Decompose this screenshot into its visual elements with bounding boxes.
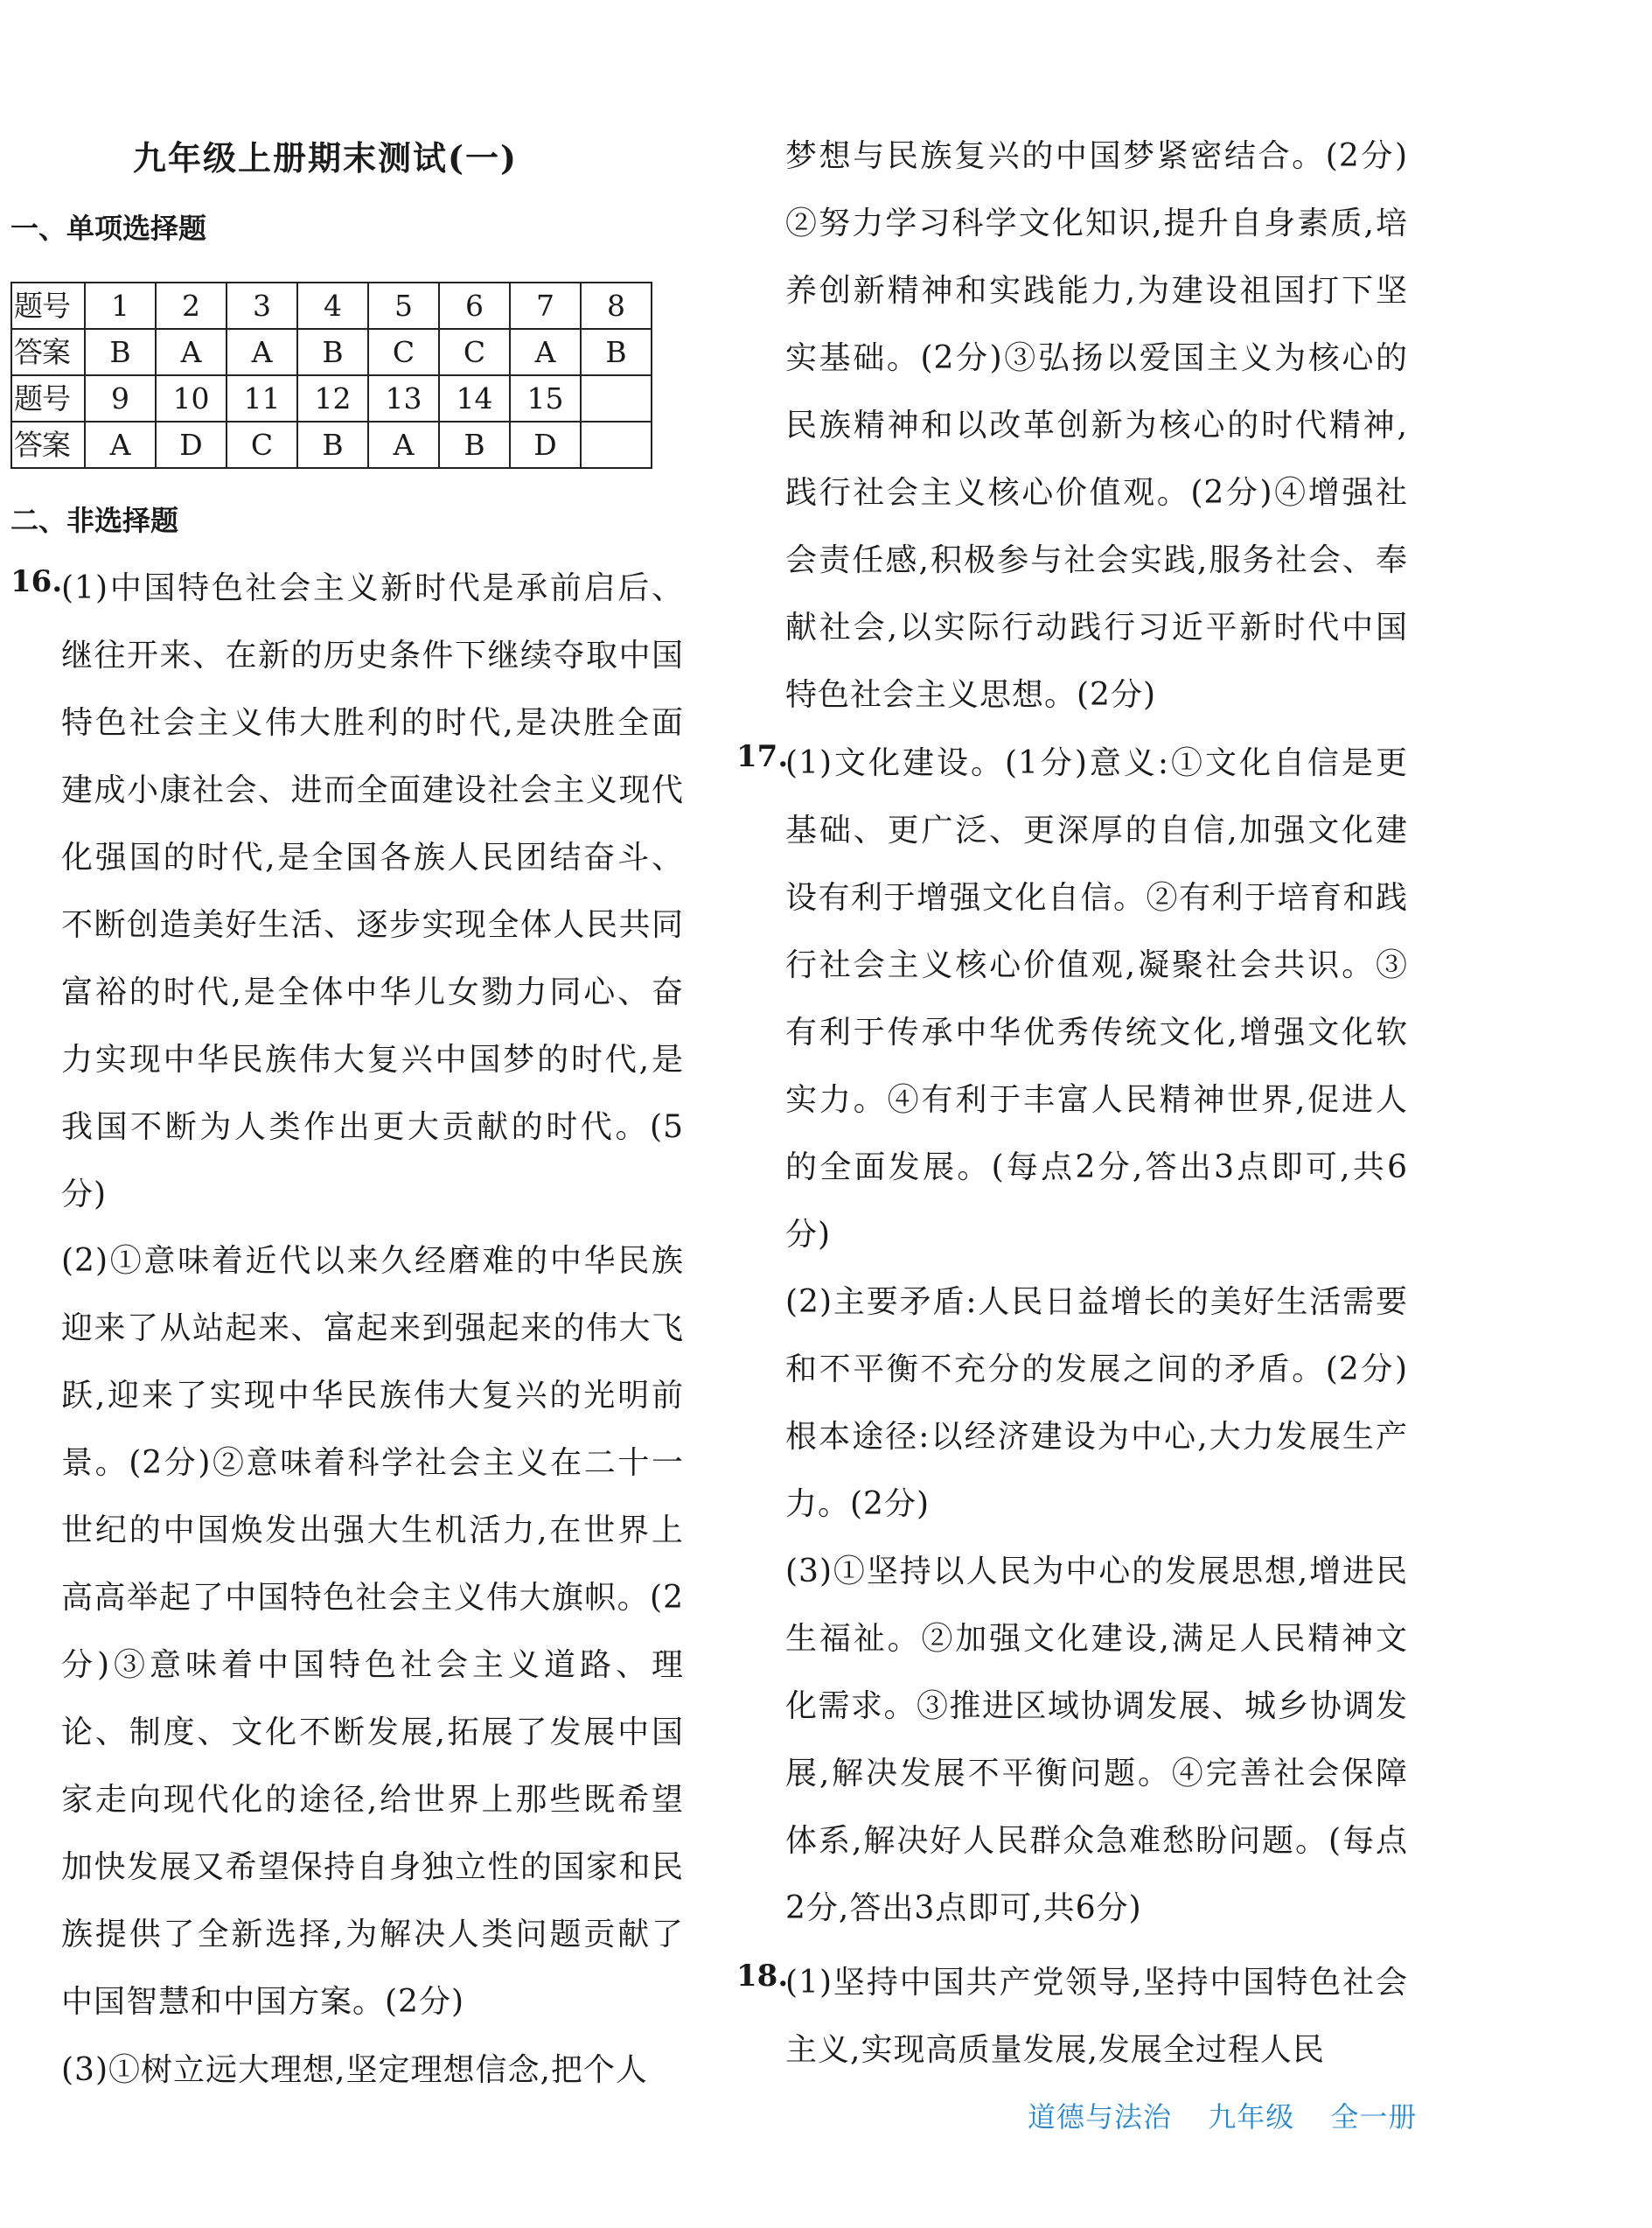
answer-table-cell: 14 <box>439 375 510 422</box>
answer-table-row <box>11 422 652 468</box>
q18-part1: (1)坚持中国共产党领导,坚持中国特色社会主义,实现高质量发展,发展全过程人民 <box>785 1965 1408 2068</box>
answer-table-cell: 12 <box>297 375 368 422</box>
question-number-17: 17. <box>736 739 789 774</box>
answer-table <box>10 282 652 469</box>
q17-part3: (3)①坚持以人民为中心的发展思想,增进民生福祉。②加强文化建设,满足人民精神文化需求。③推进区域协调发展、城乡协调发展,解决发展不平衡问题。④完善社会保障体系,解决好人民群众急难愁盼问题。(每点2分,答出3点即可,共6分) <box>785 1554 1408 1926</box>
answer-table-cell: 2 <box>156 283 227 329</box>
answer-table-cell: 1 <box>85 283 156 329</box>
answer-table-cell: D <box>156 422 227 468</box>
answer-table-cell: B <box>85 329 156 375</box>
answer-table-cell <box>581 422 652 468</box>
answer-table-cell: B <box>439 422 510 468</box>
answer-table-row <box>11 375 652 422</box>
answer-table-cell: 10 <box>156 375 227 422</box>
answer-table-cell: D <box>510 422 581 468</box>
answer-table-row-label: 题号 <box>11 375 85 422</box>
answer-table-cell: 9 <box>85 375 156 422</box>
answer-table-cell: 6 <box>439 283 510 329</box>
question-number-18: 18. <box>736 1959 789 1994</box>
question-number-16: 16. <box>10 564 63 599</box>
answer-table-cell: B <box>297 329 368 375</box>
answer-table-cell: 15 <box>510 375 581 422</box>
q16-part3-continued: 梦想与民族复兴的中国梦紧密结合。(2分)②努力学习科学文化知识,提升自身素质,培养创新精神和实践能力,为建设祖国打下坚实基础。(2分)③弘扬以爱国主义为核心的民族精神和以改革创新为核心的时代精神,践行社会主义核心价值观。(2分)④增强社会责任感,积极参与社会实践,服务社会、奉献社会,以实际行动践行习近平新时代中国特色社会主义思想。(2分) <box>785 138 1408 713</box>
answer-table-cell: C <box>439 329 510 375</box>
answer-table-cell: A <box>85 422 156 468</box>
q16-part2: (2)①意味着近代以来久经磨难的中华民族迎来了从站起来、富起来到强起来的伟大飞跃,迎来了实现中华民族伟大复兴的光明前景。(2分)②意味着科学社会主义在二十一世纪的中国焕发出强大生机活力,在世界上高高举起了中国特色社会主义伟大旗帜。(2分)③意味着中国特色社会主义道路、理论、制度、文化不断发展,拓展了发展中国家走向现代化的途径,给世界上那些既希望加快发展又希望保持自身独立性的国家和民族提供了全新选择,为解决人类问题贡献了中国智慧和中国方案。(2分) <box>61 1243 684 2020</box>
answer-table-cell: 11 <box>227 375 297 422</box>
answer-table-cell: 4 <box>297 283 368 329</box>
answer-table-row-label: 答案 <box>11 422 85 468</box>
q17-part2: (2)主要矛盾:人民日益增长的美好生活需要和不平衡不充分的发展之间的矛盾。(2分) 根本途径:以经济建设为中心,大力发展生产力。(2分) <box>785 1284 1441 1522</box>
section-heading-single-choice: 一、单项选择题 <box>10 212 207 245</box>
answer-table-row-label: 题号 <box>11 283 85 329</box>
answer-table-row <box>11 283 652 329</box>
footer-volume: 全一册 <box>1330 2100 1418 2134</box>
answer-table-row <box>11 329 652 375</box>
answer-table-cell: 3 <box>227 283 297 329</box>
answer-table-cell: A <box>368 422 439 468</box>
answer-table-cell: A <box>227 329 297 375</box>
q16-part3-start: (3)①树立远大理想,坚定理想信念,把个人 <box>61 2052 648 2088</box>
answer-table-cell: C <box>368 329 439 375</box>
q16-part1: (1)中国特色社会主义新时代是承前启后、继往开来、在新的历史条件下继续夺取中国特色社会主义伟大胜利的时代,是决胜全面建成小康社会、进而全面建设社会主义现代化强国的时代,是全国各族人民团结奋斗、不断创造美好生活、逐步实现全体人民共同富裕的时代,是全体中华儿女勠力同心、奋力实现中华民族伟大复兴中国梦的时代,是我国不断为人类作出更大贡献的时代。(5分) <box>61 570 684 1212</box>
page-footer <box>1028 2095 1443 2135</box>
answer-table-cell: B <box>581 329 652 375</box>
answer-table-cell: 13 <box>368 375 439 422</box>
answer-table-cell: 5 <box>368 283 439 329</box>
answer-table-cell <box>581 375 652 422</box>
answer-table-cell: C <box>227 422 297 468</box>
answer-table-cell: 8 <box>581 283 652 329</box>
answer-table-cell: 7 <box>510 283 581 329</box>
answer-table-cell: B <box>297 422 368 468</box>
page-title: 九年级上册期末测试(一) <box>133 138 518 178</box>
answer-table-row-label: 答案 <box>11 329 85 375</box>
answer-table-cell: A <box>156 329 227 375</box>
footer-subject: 道德与法治 <box>1028 2100 1173 2134</box>
answer-table-cell: A <box>510 329 581 375</box>
footer-grade: 九年级 <box>1208 2100 1295 2134</box>
section-heading-non-choice: 二、非选择题 <box>10 504 179 537</box>
q17-part1: (1)文化建设。(1分)意义:①文化自信是更基础、更广泛、更深厚的自信,加强文化建设有利于增强文化自信。②有利于培育和践行社会主义核心价值观,凝聚社会共识。③有利于传承中华优秀传统文化,增强文化软实力。④有利于丰富人民精神世界,促进人的全面发展。(每点2分,答出3点即可,共6分) <box>785 745 1408 1253</box>
